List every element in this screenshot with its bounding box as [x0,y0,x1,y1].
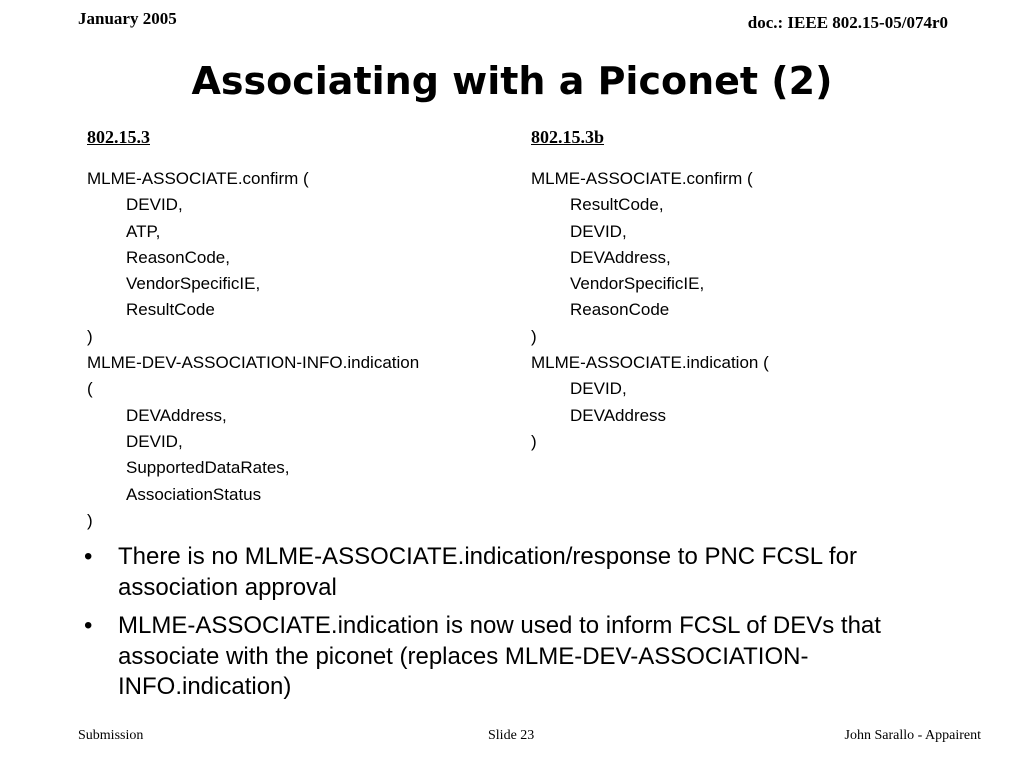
bullet-text: MLME-ASSOCIATE.indication is now used to inform FCSL of DEVs that associate with the piconet (replaces MLME-DEV-ASSOCIATION-INFO.indication) [118,612,881,700]
bullet-item [84,542,914,603]
primitive-line: DEVID, [126,195,183,215]
footer-author: John Sarallo - Appairent [844,728,981,743]
primitive-line: ReasonCode [570,300,670,320]
primitive-line: VendorSpecificIE, [126,274,261,294]
header-date: January 2005 [78,9,177,28]
primitive-line: MLME-ASSOCIATE.indication ( [531,353,769,373]
bullet-dot-icon: • [84,612,93,639]
primitive-line: DEVID, [570,221,627,241]
primitive-line: ) [531,431,537,451]
primitive-line: ReasonCode, [126,247,230,267]
slide-title: Associating with a Piconet (2) [191,59,833,103]
primitive-line: DEVAddress, [126,405,227,425]
primitive-line: MLME-DEV-ASSOCIATION-INFO.indication [87,353,420,373]
header-doc-id: doc.: IEEE 802.15-05/074r0 [747,13,948,32]
footer-submission: Submission [78,728,144,743]
primitive-line: DEVAddress, [570,247,671,267]
primitive-line: MLME-ASSOCIATE.confirm ( [531,169,753,188]
column-802-15-3 [87,125,507,534]
column-heading: 802.15.3 [87,127,150,147]
primitive-list [531,166,951,455]
bullet-dot-icon: • [84,543,93,570]
primitive-line: MLME-ASSOCIATE.confirm ( [87,169,309,188]
bullet-text: There is no MLME-ASSOCIATE.indication/response to PNC FCSL for association approval [118,543,857,601]
primitive-line: VendorSpecificIE, [570,274,705,294]
primitive-line: ResultCode, [570,195,664,215]
primitive-line: DEVID, [570,379,627,399]
primitive-line: ResultCode [126,300,215,320]
bullet-list [84,542,914,711]
primitive-line: ( [87,379,93,399]
primitive-line: ) [87,510,93,530]
bullet-item [84,611,914,703]
primitive-line: ) [531,326,537,346]
primitive-line: AssociationStatus [126,484,262,504]
primitive-line: SupportedDataRates, [126,458,290,478]
primitive-line: ) [87,326,93,346]
primitive-line: ATP, [126,221,161,241]
primitive-line: DEVID, [126,431,183,451]
primitive-line: DEVAddress [570,405,667,425]
footer-slide-number: Slide 23 [488,728,535,743]
column-heading: 802.15.3b [531,127,605,147]
primitive-list [87,166,507,534]
column-802-15-3b [531,125,951,455]
